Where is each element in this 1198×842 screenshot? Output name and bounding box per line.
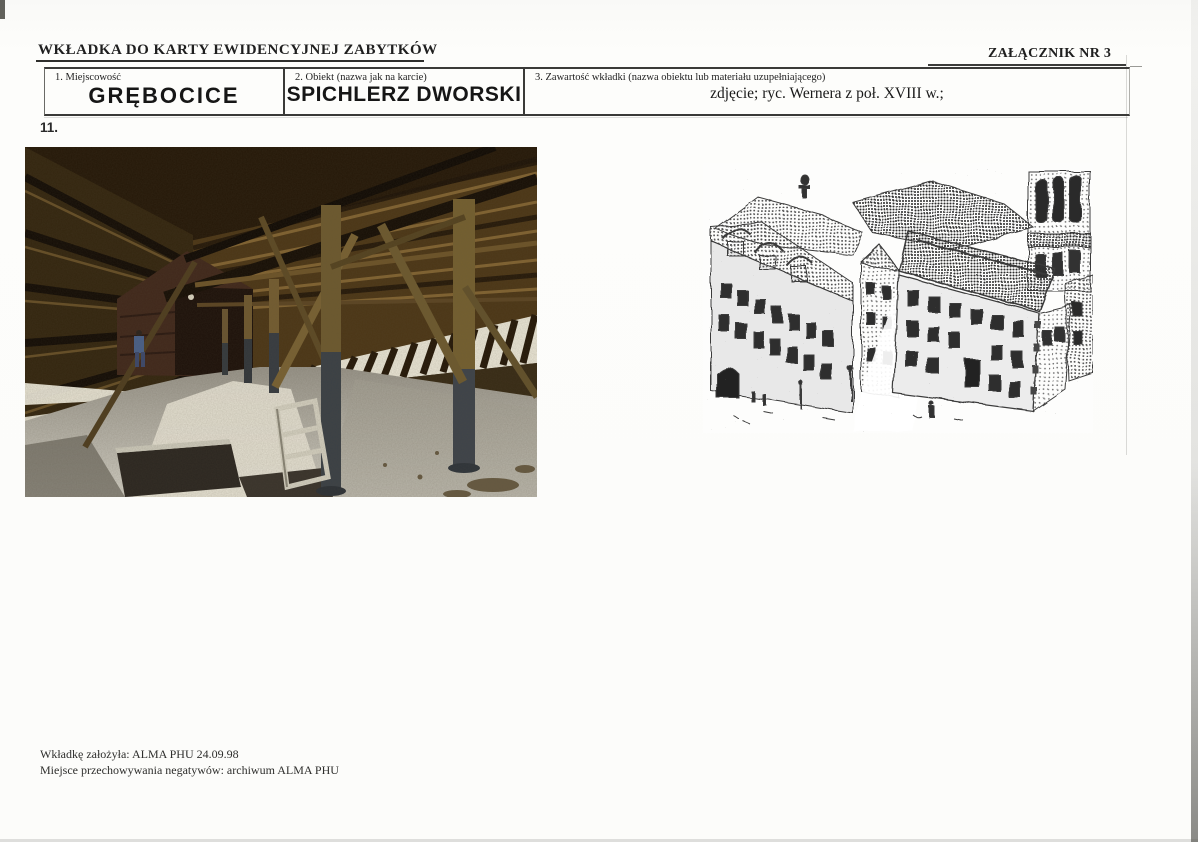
field-miejscowosc-caption: 1. Miejscowość bbox=[55, 72, 121, 83]
scan-corner-artifact bbox=[0, 0, 5, 19]
attachment-underline-dash bbox=[1130, 66, 1142, 67]
attachment-label: ZAŁĄCZNIK NR 3 bbox=[988, 46, 1112, 61]
field-zawartosc bbox=[523, 69, 1129, 114]
footer-notes bbox=[40, 746, 339, 778]
table-scan-shadow bbox=[44, 117, 1128, 118]
attachment-underline bbox=[928, 64, 1126, 66]
page-title: WKŁADKA DO KARTY EWIDENCYJNEJ ZABYTKÓW bbox=[38, 42, 438, 58]
werner-drawing-illustration bbox=[703, 163, 1093, 433]
field-obiekt-value: SPICHLERZ DWORSKI bbox=[286, 83, 522, 106]
attic-photo bbox=[25, 147, 537, 497]
field-obiekt bbox=[283, 69, 523, 114]
record-table bbox=[44, 67, 1130, 116]
title-underline bbox=[36, 60, 424, 62]
werner-drawing bbox=[703, 163, 1093, 433]
scan-edge-shadow bbox=[1191, 0, 1198, 842]
footer-line-1: Wkładkę założyła: ALMA PHU 24.09.98 bbox=[40, 747, 239, 761]
item-number: 11. bbox=[40, 120, 59, 135]
field-zawartosc-value: zdjęcie; ryc. Wernera z poł. XVIII w.; bbox=[710, 85, 944, 102]
attic-photo-illustration bbox=[25, 147, 537, 497]
field-obiekt-caption: 2. Obiekt (nazwa jak na karcie) bbox=[295, 72, 427, 83]
footer-line-2: Miejsce przechowywania negatywów: archiwum ALMA PHU bbox=[40, 763, 339, 777]
field-miejscowosc bbox=[45, 69, 283, 114]
field-miejscowosc-value: GRĘBOCICE bbox=[88, 83, 240, 108]
field-zawartosc-caption: 3. Zawartość wkładki (nazwa obiektu lub materiału uzupełniającego) bbox=[535, 72, 826, 83]
